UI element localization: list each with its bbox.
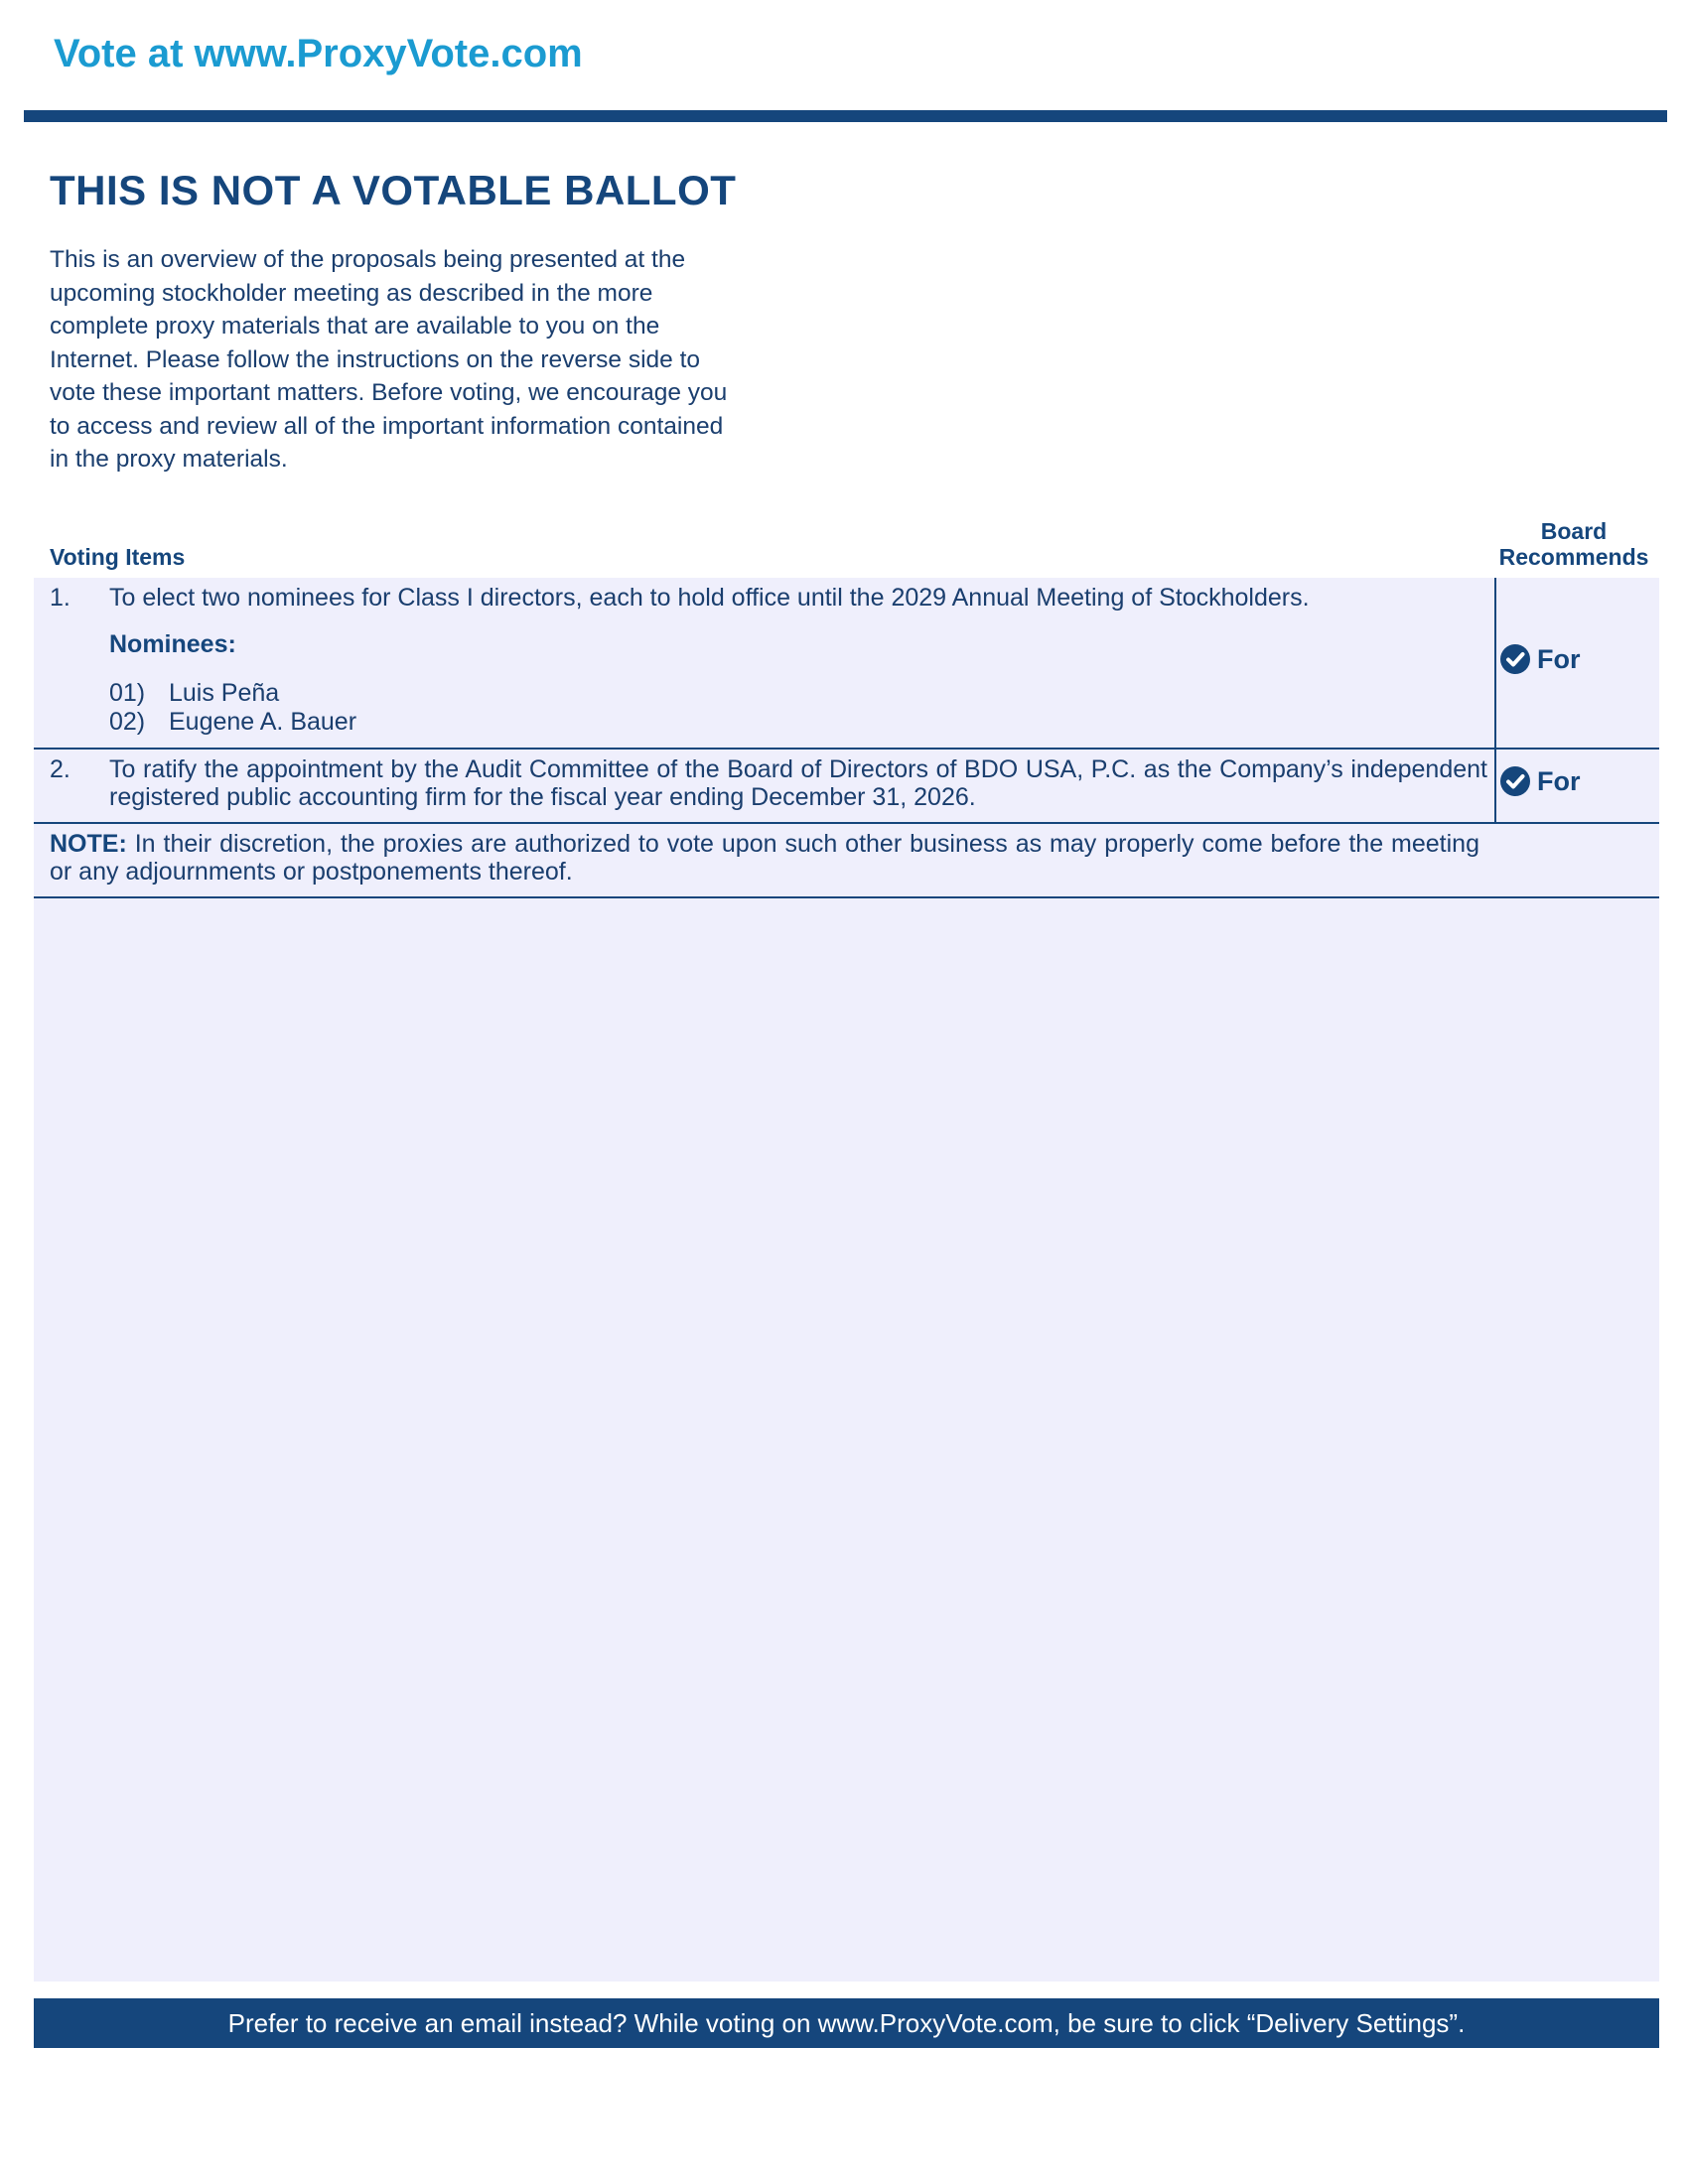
proposal-2-text: To ratify the appointment by the Audit Committee of the Board of Directors of BDO USA, P.C. as the Company’s independent registered public accounting firm for the fiscal year ending December 31, 2026. (109, 755, 1487, 811)
note-body: In their discretion, the proxies are authorized to vote upon such other business as may properly come before the meeting or any adjournments or postponements thereof. (50, 830, 1479, 886)
intro-line: vote these important matters. Before voting, we encourage you (50, 379, 728, 406)
nominee-name: Eugene A. Bauer (169, 708, 357, 736)
board-recommends-header (1489, 518, 1658, 570)
proposal-1-text: To elect two nominees for Class I directors, each to hold office until the 2029 Annual Meeting of Stockholders. (109, 584, 1310, 612)
intro-line: This is an overview of the proposals being presented at the (50, 246, 686, 273)
intro-line: Internet. Please follow the instructions on the reverse side to (50, 345, 701, 373)
nominee-code: 02) (109, 708, 146, 736)
column-divider (1494, 578, 1496, 822)
proposal-1-number: 1. (50, 584, 70, 612)
page-title: THIS IS NOT A VOTABLE BALLOT (50, 167, 737, 213)
note-divider (34, 896, 1659, 898)
board-header-line: Board (1540, 518, 1608, 544)
row-divider (34, 822, 1659, 824)
check-circle-icon (1499, 643, 1531, 675)
proposal-2-number: 2. (50, 755, 70, 783)
intro-line: in the proxy materials. (50, 446, 288, 473)
recommendation-label: For (1537, 765, 1581, 796)
nominee-name: Luis Peña (169, 679, 280, 707)
nominee-code: 01) (109, 679, 146, 707)
recommendation-label: For (1537, 643, 1581, 674)
board-header-line: Recommends (1498, 544, 1649, 570)
intro-paragraph (50, 243, 834, 477)
note-text (50, 830, 1479, 886)
intro-line: complete proxy materials that are available to you on the (50, 313, 660, 340)
check-circle-icon (1499, 765, 1531, 797)
proposal-1-recommendation (1499, 643, 1581, 675)
intro-line: to access and review all of the important information contained (50, 412, 724, 440)
nominees-label: Nominees: (109, 630, 236, 658)
proxyvote-link[interactable]: Vote at www.ProxyVote.com (54, 32, 583, 75)
voting-items-header: Voting Items (50, 544, 186, 570)
intro-line: upcoming stockholder meeting as described in the more (50, 279, 653, 307)
header-rule (24, 110, 1667, 122)
proposal-2-recommendation (1499, 765, 1581, 797)
footer-banner: Prefer to receive an email instead? While voting on www.ProxyVote.com, be sure to click “Delivery Settings”. (34, 1998, 1659, 2048)
note-label: NOTE: (50, 830, 127, 858)
row-divider (34, 748, 1659, 750)
